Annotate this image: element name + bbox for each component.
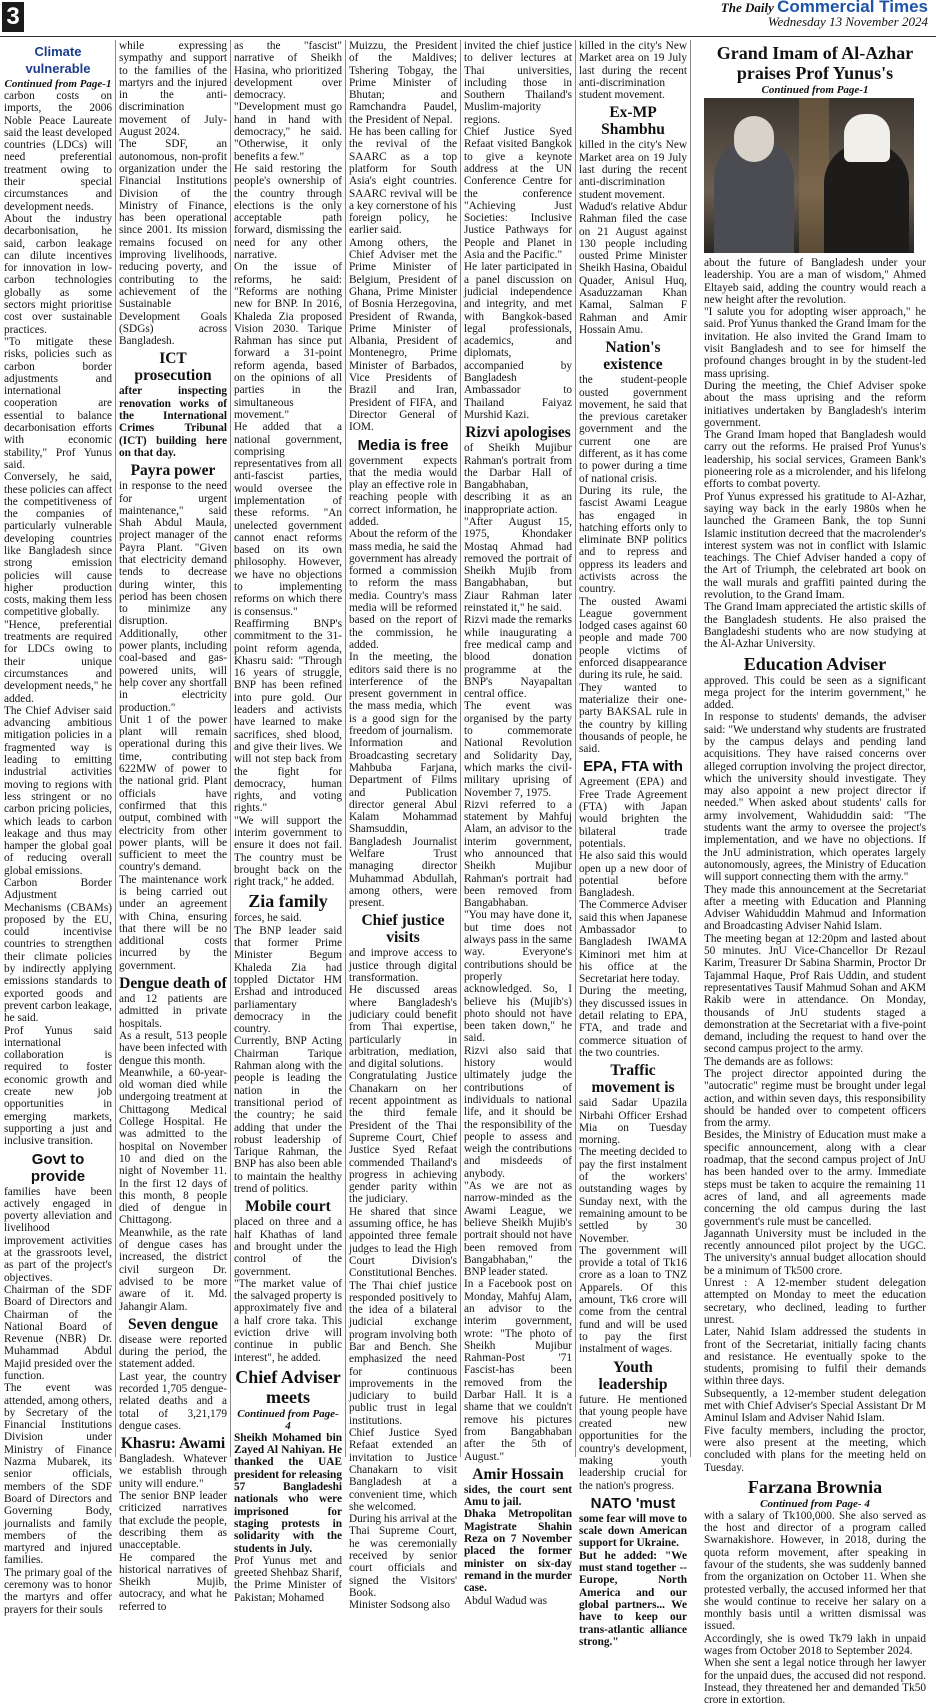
headline-media: Media is free <box>357 436 449 454</box>
paragraph: while expressing sympathy and support to the families of the martyrs and the injured in the anti-discrimination movement of July-August 2024. <box>119 40 227 139</box>
paragraph: Bangladesh. Whatever we establish through unity will endure." <box>119 1453 227 1490</box>
paragraph: Congratulating Justice Chanakarn on her recent appointment as the third female President of the Thai Supreme Court, Chief Justice Syed Refaat commended Thailand's progress in achieving gender parity within the judiciary. <box>349 1070 457 1206</box>
paragraph: of Sheikh Mujibur Rahman's portrait from the Darbar Hall of Bangabhaban, describing it as an inappropriate action. <box>464 442 572 516</box>
paragraph: He compared the historical narratives of Sheikh Mujib, autocracy, and what he referred to <box>119 1551 227 1613</box>
paragraph: Rizvi referred to a statement by Mahfuj Alam, an advisor to the interim government, who announced that Sheikh Mujibur Rahman's portrait had been removed from Bangabhaban. <box>464 798 572 910</box>
continued-note: Continued from Page- 4 <box>237 1407 339 1432</box>
paragraph: and improve access to justice through digital transformation. <box>349 947 457 985</box>
paragraph: Information and Broadcasting secretary Mahbuba Farjana, Department of Films and Publication director general Abul Kalam Mohammad Shamsuddin, Bangladesh Journalist Welfare Trust managing director Muhammad Abdullah, among others, were present. <box>349 737 457 910</box>
paragraph: The ousted Awami League government lodged cases against 60 people and made 700 people victims of enforced disappearance during its rule, he said. <box>579 595 687 682</box>
paragraph: invited the chief justice to deliver lectures at Thai universities, including those in Southern Thailand's Muslim-majority regions. <box>464 40 572 126</box>
paragraph: When she sent a legal notice through her lawyer for the unpaid dues, the accused did not respond. Instead, they threatened her and demanded Tk50 crore in extortion. <box>704 1657 926 1707</box>
paragraph: He later participated in a panel discussion on judicial independence and integrity, and met with Bangkok-based legal professionals, academics, and diplomats, accompanied by Bangladesh Ambassador to Thailand Faiyaz Murshid Kazi. <box>464 261 572 421</box>
paragraph: But he added: "We must stand together -- Europe, North America and our global partners... We have to keep our trans-atlantic alliance strong." <box>579 1549 687 1648</box>
column-divider <box>690 40 691 1457</box>
paragraph: During the meeting, the Chief Adviser spoke about the mass uprising and the reform initiatives undertaken by Bangladesh's interim government. <box>704 379 926 429</box>
paragraph: government expects that the media would play an effective role in reaching people with correct information, he added. <box>349 454 457 528</box>
paragraph: forces, he said. <box>234 912 302 925</box>
paragraph: The maintenance work is being carried out under an agreement with China, ensuring that there will be no additional costs incurred by the government. <box>119 873 227 972</box>
headline-govt: Govt to provide <box>30 1150 86 1185</box>
paragraph: Jagannath University must be included in the recently announced pilot project by the UGC. The university's annual budget allocation should be a minimum of Tk500 crore. <box>704 1227 926 1277</box>
continued-note: Continued from Page-1 <box>4 78 112 90</box>
headline-payra: Payra power <box>130 462 216 480</box>
paragraph: He said restoring the people's ownership of the country through elections is the only acceptable path forward, dismissing the need for any other narrative. <box>234 162 342 262</box>
paragraph: Among others, the Chief Adviser met the Prime Minister of Belgium, President of Ghana, Prime Minister of Bosnia Herzegovina, President of Rwanda, Prime Minister of Albania, President of Montenegro, Prime Minister of Barbados, Vice Presidents of Brazil and Iran, President of FIFA, and Director General of IOM. <box>349 236 457 434</box>
paragraph: Later, Nahid Islam addressed the students in front of the Secretariat, initially facing chants and resistance. He eventually spoke to the students, promising to fulfil their demands within three days. <box>704 1326 926 1388</box>
paragraph: the student-people ousted government movement, he said that the previous caretaker government and the current one are different, as it has come to power during a time of national crisis. <box>579 374 688 485</box>
paragraph: Prof Yunus expressed his gratitude to Al-Azhar, saying way back in the early 1980s when he launched the Grameen Bank, the top Sunni Islamic institution decreed that the macrolender's interest system was not in conflict with Islamic teachings. The Chief Adviser handed a copy of the Art of Triumph, the celebrated art book on the wall murals and graffiti painted during the revolution, to the Grand Imam. <box>704 490 926 602</box>
column-divider <box>460 40 461 1457</box>
brand-name: Commercial Times <box>777 0 928 16</box>
paragraph: The Grand Imam appreciated the artistic skills of the Bangladesh students. He also praised the Bangladeshi students who are now studying at the Al-Azhar University. <box>704 601 926 651</box>
headline-nato: NATO 'must <box>590 1494 676 1512</box>
news-photo <box>704 98 914 253</box>
paragraph: During the meeting, they discussed issues in detail relating to EPA, FTA, and trade and commerce situation of the two countries. <box>579 985 687 1059</box>
paragraph: The Thai chief justice responded positively to the idea of a bilateral judicial exchange program involving both Bar and Bench. She emphasized the need for continuous improvements in the judiciary to build public trust in legal institutions. <box>349 1279 457 1427</box>
paragraph: As a result, 513 people have been infected with dengue this month. <box>119 1029 227 1067</box>
paragraph: The BNP leader said that former Prime Minister Begum Khaleda Zia had toppled Dictator HM Ershad and introduced parliamentary democracy in the country. <box>234 924 342 1036</box>
paragraph: He added that a national government, comprising representatives from all anti-fascist parties, would oversee the implementation of these reforms. "An unelected government cannot enact reforms based on its own philosophy. However, we have no objections to implementing reforms on which there is consensus." <box>234 421 342 618</box>
paragraph: Minister Sodsong also <box>349 1599 451 1612</box>
paragraph: said Sadar Upazila Nirbahi Officer Ershad Mia on Tuesday morning. <box>579 1097 687 1147</box>
paragraph: with a salary of Tk100,000. She also served as the host and director of a program called Swarnakishore. However, in 2018, during the quota reform movement, after speaking in favour of the students, she was suddenly banned from the organization on October 11. When she protested verbally, the accused informed her that she would continue to receive her salary on a monthly basis until a written dismissal was issued. <box>704 1509 926 1633</box>
paragraph: They wanted to materialize their one-party BAKSAL rule in the country by killing thousands of people, he said. <box>579 681 687 756</box>
paragraph: Chief Justice Syed Refaat extended an invitation to Justice Chanakarn to visit Bangladesh at a convenient time, which she welcomed. <box>349 1427 457 1513</box>
page-header <box>0 0 936 37</box>
paragraph: The event was attended, among others, by Secretary of the Financial Institutions Division under Ministry of Finance Nazma Mubarek, its senior officials, members of the SDF Board of Directors and Governing Body, journalists and family members of the martyred and injured families. <box>4 1382 112 1567</box>
headline-grand-imam: Grand Imam of Al-Azhar praises Prof Yunus's <box>716 43 914 83</box>
paragraph: "You may have done it, but time does not always pass in the same way. Everyone's contributions should be properly acknowledged. So, I believe his (Mujib's) photo should not have been taken down," he said. <box>464 909 572 1045</box>
brand-prefix: The Daily <box>720 0 774 15</box>
column-5 <box>464 40 572 1607</box>
paragraph: in response to the need for urgent maintenance," said Shah Abdul Maula, project manager of the Payra Plant. "Given that electricity demand tends to decrease during winter, this period has been chosen to minimize any disruption. Additionally, other power plants, including coal-based and gas-powered units, will help cover any shortfall in electricity production." <box>119 480 227 714</box>
paragraph: Besides, the Ministry of Education must make a specific announcement, along with a clear roadmap, that the second campus project of JnU has been handed over to the army. Immediate steps must be taken to acquire the remaining 11 acres of land, and all agreements made concerning the old campus during the last government's rule must be cancelled. <box>704 1129 926 1228</box>
paragraph: Dhaka Metropolitan Magistrate Shahin Reza on 7 November placed the former minister on six-day remand in the murder case. <box>464 1508 572 1595</box>
paragraph: "As we are not as narrow-minded as the Awami League, we believe Sheikh Mujib's portrait should not have been removed from Bangabhaban," the BNP leader stated. <box>464 1180 572 1279</box>
paragraph: Unrest : A 12-member student delegation attempted on Monday to meet the education secretary, who declined, leading to further unrest. <box>704 1277 926 1326</box>
paragraph: Rizvi made the remarks while inaugurating a free medical camp and blood donation programme at the BNP's Nayapaltan central office. <box>464 614 572 701</box>
paragraph: killed in the city's New Market area on 19 July last during the recent anti-discrimination student movement. <box>579 139 687 201</box>
paragraph: some fear will move to scale down American support for Ukraine. <box>579 1512 687 1550</box>
column-3 <box>234 40 342 1604</box>
headline-ict: ICT prosecution <box>134 350 212 385</box>
headline-dengue-death: Dengue death of <box>119 975 227 993</box>
headline-amir: Amir Hossain <box>472 1465 564 1483</box>
column-6 <box>579 40 688 1648</box>
headline-farzana: Farzana Brownia <box>747 1476 883 1497</box>
column-1 <box>4 40 112 1616</box>
paragraph: Unit 1 of the power plant will remain operational during this time, contributing 622MW of power to the national grid. Plant officials have confirmed that this output, combined with electricity from other power plants, will be sufficient to meet the country's demand. <box>119 713 227 874</box>
paragraph: Prof Yunus met and greeted Shehbaz Sharif, the Prime Minister of Pakistan; Mohamed <box>234 1554 342 1604</box>
paragraph: Chief Justice Syed Refaat visited Bangkok to give a keynote address at the UN Conference Centre for the conference "Achieving Just Societies: Inclusive Justice Pathways for People and Planet in Asia and the Pacific." <box>464 126 572 262</box>
paragraph: Muizzu, the President of the Maldives; Tshering Tobgay, the Prime Minister of Bhutan; and Ramchandra Paudel, the President of Nepal. <box>349 40 457 126</box>
paragraph: The demands are as follows: <box>704 1055 834 1068</box>
paragraph: disease were reported during the period, the statement added. <box>119 1333 227 1371</box>
paragraph: placed on three and a half Khathas of land and brought under the control of the government. <box>234 1216 342 1278</box>
column-divider <box>575 40 576 1457</box>
paragraph: About the reform of the mass media, he said the government has already formed a commission to reform the mass media. Country's mass media will be reformed based on the report of the commission, he added. <box>349 528 457 651</box>
paragraph: Last year, the country recorded 1,705 dengue-related deaths and a total of 3,21,179 dengue cases. <box>119 1370 227 1432</box>
paragraph: "After August 15, 1975, Khondaker Mostaq Ahmad had removed the portrait of Sheikh Mujib from Bangabhaban, but Ziaur Rahman later reinstated it," he said. <box>464 515 572 615</box>
paragraph: Chairman of the SDF Board of Directors and Chairman of the National Board of Revenue (NBR) Dr. Muhammad Abdul Majid presided over the function. <box>4 1283 112 1382</box>
paragraph: During his arrival at the Thai Supreme Court, he was ceremonially received by senior court officials and signed the Visitors' Book. <box>349 1513 457 1599</box>
column-7 <box>704 40 927 1707</box>
paragraph: Accordingly, she is owed Tk79 lakh in unpaid wages from October 2018 to September 2024. <box>704 1632 926 1658</box>
headline-mobile-court: Mobile court <box>245 1198 331 1216</box>
paragraph: approved. This could be seen as a significant mega project for the interim government," he added. <box>704 674 926 712</box>
paragraph: He discussed areas where Bangladesh's judiciary could benefit from Thai expertise, particularly in arbitration, mediation, and digital solutions. <box>349 984 457 1071</box>
paragraph: Meanwhile, a 60-year-old woman died while undergoing treatment at Chittagong Medical College Hospital. He was admitted to the hospital on November 10 and died on the night of November 11. In the first 12 days of this month, 8 people died of dengue in Chittagong. <box>119 1066 227 1227</box>
paragraph: families have been actively engaged in poverty alleviation and livelihood improvement activities at the grassroots level, as part of the project's objectives. <box>4 1185 112 1284</box>
headline-seven-dengue: Seven dengue <box>128 1315 218 1333</box>
headline-khasru: Khasru: Awami <box>120 1435 226 1453</box>
paragraph: During its rule, the fascist Awami League has engaged in hatching efforts only to eliminate BNP politics and to repress and oppress its leaders and activists across the country. <box>579 484 687 596</box>
paragraph: The primary goal of the ceremony was to honor the martyrs and offer prayers for their souls <box>4 1566 112 1616</box>
paragraph: Reaffirming BNP's commitment to the 31-point reform agenda, Khasru said: "Through 16 years of struggle, BNP has been refined into pure gold. Our leaders and activists have learned to make sacrifices, shed blood, and give their lives. We will not step back from the fight for democracy, human rights, and voting rights." <box>234 617 342 815</box>
paragraph: Five faculty members, including the proctor, were also present at the meeting, which concluded with plans for the meeting held on Tuesday. <box>704 1424 926 1474</box>
headline-nation: Nation's existence <box>603 339 663 374</box>
paragraph: They made this announcement at the Secretariat after a meeting with Education and Planning Adviser Wahiduddin Mahmud and Information and Broadcasting Adviser Nahid Islam. <box>704 883 926 933</box>
headline-traffic: Traffic movement is <box>591 1062 675 1097</box>
headline-education: Education Adviser <box>743 653 887 674</box>
paragraph: as the "fascist" narrative of Sheikh Hasina, who prioritized development over democracy. "Development must go hand in hand with democracy," he said. "Otherwise, it only benefits a few." <box>234 40 342 163</box>
paragraph: The project director appointed during the "autocratic" regime must be brought under legal action, and within seven days, this responsibility should be handed over to competent officers from the army. <box>704 1068 926 1130</box>
paragraph: Meanwhile, as the rate of dengue cases has increased, the district civil surgeon Dr. advised to be more aware of it. Md. Jahangir Alam. <box>119 1226 227 1313</box>
paragraph: In response to students' demands, the adviser said: "We understand why students are frustrated by the campus delays and pending land acquisitions. They have raised concerns over alleged corruption involving the project director, which the university should investigate. They may also appoint a new project director if needed." When asked about students' calls for army involvement, Wahiduddin said: "The students want the army to oversee the project's implementation, and we have no objections. If the JnU administration, which operates largely autonomously, agrees, the Ministry of Education will support connecting them with the army." <box>704 711 926 884</box>
paragraph: Abdul Wadud was <box>464 1594 547 1607</box>
column-divider <box>115 40 116 1457</box>
issue-date: Wednesday 13 November 2024 <box>767 14 928 29</box>
paragraph: The meeting began at 12:20pm and lasted about 50 minutes. JnU Vice-Chancellor Dr Rezaul Karim, Treasurer Dr Sabina Sharmin, Proctor Dr Tajammal Haque, Prof Rais Uddin, and student representatives Tausif Mahmud Sohan and AKM Rakib were in attendance. On Monday, thousands of JnU students staged a demonstration at the Secretariat with a five-point demand, including the request to hand over the second campus project to the army. <box>704 932 926 1056</box>
continued-note: Continued from Page- 4 <box>760 1497 870 1510</box>
paragraph: Prof Yunus said international collaboration is required to foster economic growth and create new job opportunities in emerging markets, supporting a just and inclusive transition. <box>4 1024 112 1148</box>
paragraph: Carbon Border Adjustment Mechanisms (CBAMs) proposed by the EU, could incentivise countries to strengthen their climate policies by indirectly applying emissions standards to exported goods and prevent carbon leakage, he said. <box>4 877 112 1025</box>
paragraph: "The market value of the salvaged property is approximately five and a half crore taka. This eviction drive will continue in public interest", he added. <box>234 1277 342 1364</box>
paragraph: "Hence, preferential treatments are required for LDCs owing to their unique circumstances and development needs," he added. <box>4 618 112 705</box>
paragraph: He also said this would open up a new door of potential before Bangladesh. <box>579 850 687 900</box>
headline-chief-justice: Chief justice visits <box>361 912 445 947</box>
continued-note: Continued from Page-1 <box>761 84 869 96</box>
paragraph: The senior BNP leader criticized narratives that exclude the people, describing them as unacceptable. <box>119 1490 227 1552</box>
paragraph: About the industry decarbonisation, he said, carbon leakage can dilute incentives for innovation in low-carbon technologies globally as some sectors might prioritise cost over sustainable practices. <box>4 212 112 336</box>
paragraph: The event was organised by the party to commemorate National Revolution and Solidarity Day, which marks the civil-military uprising of November 7, 1975. <box>464 700 572 799</box>
paragraph: In the meeting, the editors said there is no interference of the present government in the mass media, which is a good sign for the freedom of journalism. <box>349 651 457 738</box>
paragraph: He shared that since assuming office, he has appointed three female judges to lead the High Court Division's Constitutional Benches. <box>349 1205 457 1280</box>
paragraph: and 12 patients are admitted in private hospitals. <box>119 993 227 1030</box>
column-2 <box>119 40 227 1613</box>
paragraph: after inspecting renovation works of the International Crimes Tribunal (ICT) building here on that day. <box>119 385 227 459</box>
paragraph: Rizvi also said that history would ultimately judge the contributions of individuals to national life, and it should be the responsibility of the people to assess and weigh the contributions and misdeeds of anybody. <box>464 1044 572 1180</box>
paragraph: Sheikh Mohamed bin Zayed Al Nahiyan. He thanked the UAE president for releasing 57 Bangladeshi nationals who were imprisoned for staging protests in solidarity with the students in July. <box>234 1431 342 1555</box>
headline-shambhu: Ex-MP Shambhu <box>601 104 665 139</box>
paragraph: The Grand Imam hoped that Bangladesh would carry out the reforms. He praised Prof Yunus's leadership, his social services, Grameen Bank's pioneering role as a microlender, and his lifelong efforts to combat poverty. <box>704 429 926 491</box>
paragraph: Wadud's relative Abdur Rahman filed the case on 21 August against 130 people including ousted Prime Minister Sheikh Hasina, Obaidul Quader, Anisul Huq, Asaduzzaman Khan Kamal, Salman F Rahman and Amir Hossain Amu. <box>579 200 687 336</box>
paragraph: Currently, BNP Acting Chairman Tarique Rahman along with the people is leading the nation in the transitional period of the country; he said adding that under the robust leadership of Tarique Rahman, the BNP has also been able to maintain the healthy trend of politics. <box>234 1035 342 1196</box>
paragraph: future. He mentioned that young people have created new opportunities for the country's development, making youth leadership crucial for the nation's progress. <box>579 1393 687 1492</box>
paragraph: The Chief Adviser said advancing ambitious mitigation policies in a fragmented way is leading to emitting industrial activities moving to regions with less stringent or no carbon pricing policies, which leads to carbon leakage and thus may hamper the global goal of reducing overall global emissions. <box>4 704 112 877</box>
paragraph: "To mitigate these risks, policies such as carbon border adjustments and international cooperation are essential to balance decarbonisation efforts with economic stability," Prof Yunus said. <box>4 335 112 471</box>
paragraph: The Commerce Adviser said this when Japanese Ambassador to Bangladesh IWAMA Kiminori met him at his office at the Secretariat here today. <box>579 899 687 986</box>
paragraph: The meeting decided to pay the first instalment of the workers' outstanding wages by Sunday next, with the remaining amount to be settled by 30 November. <box>579 1146 687 1245</box>
headline-rizvi: Rizvi apologises <box>465 424 571 442</box>
headline-epa: EPA, FTA with <box>583 758 683 776</box>
headline-youth: Youth leadership <box>598 1358 668 1393</box>
paragraph: On the issue of reforms, he said: "Reforms are nothing new for BNP. In 2016, Khaleda Zia proposed Vision 2030. Tarique Rahman has since put forward a 31-point reform agenda, based on the opinions of all parties in the simultaneous movement." <box>234 261 342 421</box>
column-divider <box>345 40 346 1457</box>
paragraph: In a Facebook post on Monday, Mahfuj Alam, an advisor to the interim government, wrote: "The photo of Sheikh Mujibur Rahman-Post '71 Fascist-has been removed from the Darbar Hall. It is a shame that we couldn't remove his pictures from Bangabhaban after the 5th of August." <box>464 1278 572 1463</box>
headline-climate: Climate vulnerable <box>25 44 91 76</box>
column-4 <box>349 40 457 1612</box>
paragraph: sides, the court sent Amu to jail. <box>464 1483 572 1509</box>
paragraph: killed in the city's New Market area on 19 July last during the recent anti-discrimination student movement. <box>579 40 687 102</box>
paragraph: "I salute you for adopting wiser approach," he said. Prof Yunus thanked the Grand Imam for the invitation. He also invited the Grand Imam to visit Bangladesh and to see for himself the profound changes brought in by the student-led mass uprising. <box>704 306 927 380</box>
page-number: 3 <box>2 2 24 32</box>
paragraph: "We will support the interim government to ensure it does not fail. The country must be brought back on the right track," he added. <box>234 814 342 889</box>
paragraph: Agreement (EPA) and Free Trade Agreement (FTA) with Japan would brighten the bilateral trade potentials. <box>579 776 687 850</box>
headline-chief-adviser: Chief Adviser meets <box>235 1366 341 1407</box>
paragraph: about the future of Bangladesh under your leadership. You are a man of wisdom," Ahmed Eltayeb said, adding the country would reach a new height after the revolution. <box>704 257 926 306</box>
paragraph: The government will provide a total of Tk16 crore as a loan to TNZ Apparels. Of this amount, Tk6 crore will come from the central fund and will be used to pay the first instalment of wages. <box>579 1244 687 1356</box>
paragraph: Conversely, he said, these policies can affect the competitiveness of the companies of particularly vulnerable developing countries like Bangladesh since strong emission policies will cause higher production costs, making them less competitive globally. <box>4 471 112 619</box>
masthead <box>721 0 928 29</box>
headline-zia: Zia family <box>248 891 328 912</box>
paragraph: Subsequently, a 12-member student delegation met with Chief Adviser's Special Assistant Dr M Aminul Islam and Adviser Nahid Islam. <box>704 1387 926 1425</box>
paragraph: carbon costs on imports, the 2006 Noble Peace Laureate said the least developed countries (LDCs) will need preferential treatment owing to their special circumstances and development needs. <box>4 90 112 213</box>
column-divider <box>230 40 231 1457</box>
paragraph: He has been calling for the revival of the SAARC as a top platform for South Asia's eight countries. SAARC revival will be a key cornerstone of his foreign policy, he earlier said. <box>349 126 457 237</box>
paragraph: The SDF, an autonomous, non-profit organization under the Financial Institutions Division of the Ministry of Finance, has been operational since 2001. Its mission remains focused on improving livelihoods, reducing poverty, and contributing to the achievement of the Sustainable Development Goals (SDGs) across Bangladesh. <box>119 138 227 348</box>
